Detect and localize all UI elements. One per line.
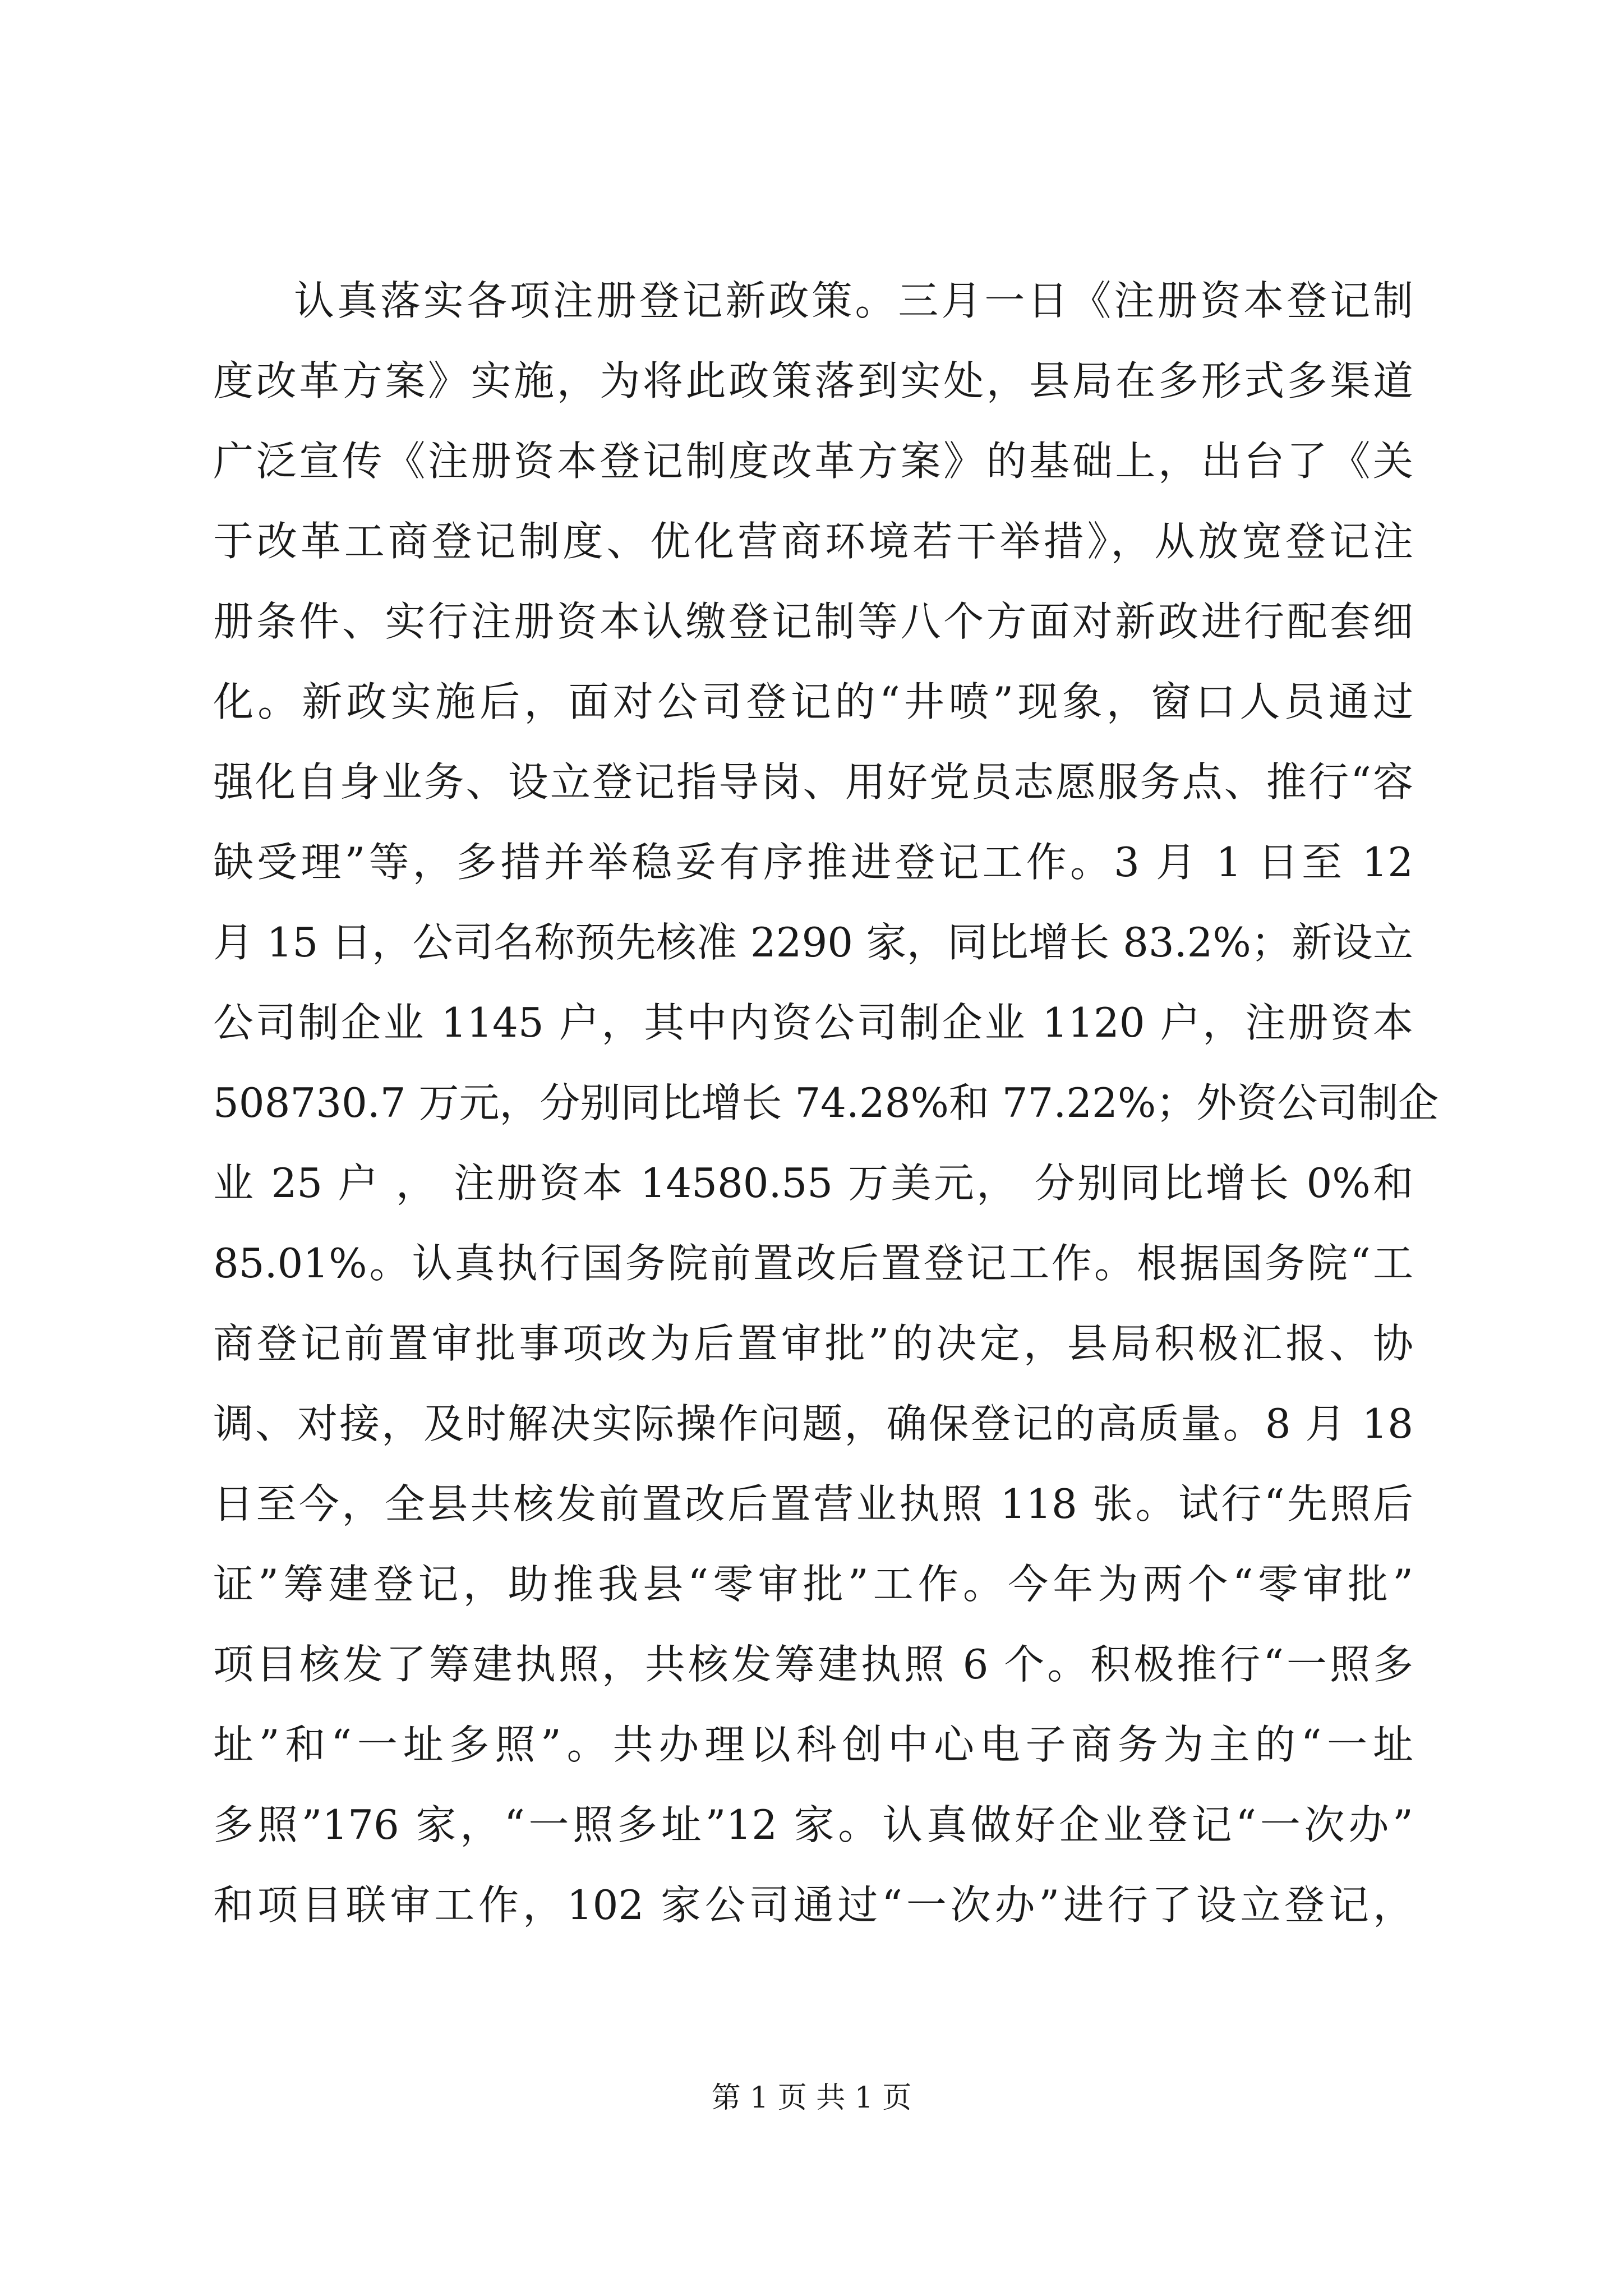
page-number-footer: 第 1 页 共 1 页 [711,2081,912,2115]
text-line: 认真落实各项注册登记新政策。三月一日《注册资本登记制 [294,277,1413,324]
text-line: 月 15 日，公司名称预先核准 2290 家，同比增长 83.2%；新设立 [213,919,1413,966]
text-line: 强化自身业务、设立登记指导岗、用好党员志愿服务点、推行“容 [213,758,1413,806]
text-line: 多照”176 家，“一照多址”12 家。认真做好企业登记“一次办” [213,1801,1413,1848]
text-line: 册条件、实行注册资本认缴登记制等八个方面对新政进行配套细 [213,598,1413,645]
text-line: 日至今，全县共核发前置改后置营业执照 118 张。试行“先照后 [213,1480,1413,1527]
text-line: 项目核发了筹建执照，共核发筹建执照 6 个。积极推行“一照多 [213,1641,1413,1688]
body-paragraph [213,261,1439,1945]
text-line: 广泛宣传《注册资本登记制度改革方案》的基础上，出台了《关 [213,438,1413,485]
text-line: 址”和“一址多照”。共办理以科创中心电子商务为主的“一址 [213,1721,1413,1768]
text-line: 度改革方案》实施，为将此政策落到实处，县局在多形式多渠道 [213,357,1413,404]
text-line: 证”筹建登记，助推我县“零审批”工作。今年为两个“零审批” [213,1561,1413,1608]
text-line: 和项目联审工作，102 家公司通过“一次办”进行了设立登记， [213,1881,1413,1929]
text-line: 调、对接，及时解决实际操作问题，确保登记的高质量。8 月 18 [213,1400,1413,1447]
text-line: 业 25 户 ， 注册资本 14580.55 万美元， 分别同比增长 0%和 [213,1159,1413,1207]
text-line: 商登记前置审批事项改为后置审批”的决定，县局积极汇报、协 [213,1320,1413,1367]
text-line: 508730.7 万元，分别同比增长 74.28%和 77.22%；外资公司制企 [213,1079,1439,1126]
text-line: 公司制企业 1145 户，其中内资公司制企业 1120 户，注册资本 [213,999,1413,1046]
text-line: 化。新政实施后，面对公司登记的“井喷”现象，窗口人员通过 [213,678,1413,725]
text-line: 85.01%。认真执行国务院前置改后置登记工作。根据国务院“工 [213,1240,1413,1287]
text-line: 于改革工商登记制度、优化营商环境若干举措》，从放宽登记注 [213,518,1413,565]
text-line: 缺受理”等，多措并举稳妥有序推进登记工作。3 月 1 日至 12 [213,839,1413,886]
